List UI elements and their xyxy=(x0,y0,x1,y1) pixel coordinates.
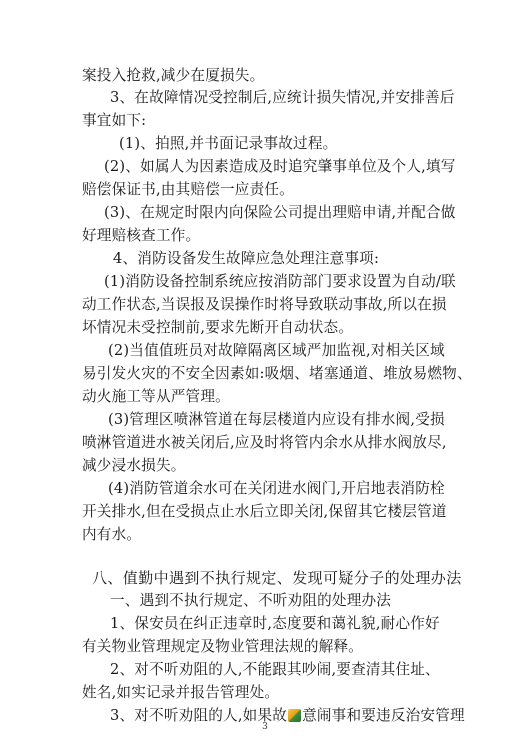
paragraph-line: 内有水。 xyxy=(82,526,142,543)
paragraph-line: 好理赔核查工作。 xyxy=(82,227,201,244)
paragraph-line: 坏情况未受控制前,要求先断开自动状态。 xyxy=(82,319,354,336)
paragraph-line: (4)消防管道余水可在关闭进水阀门,开启地表消防栓 xyxy=(108,480,445,497)
paragraph-line: 有关物业管理规定及物业管理法规的解释。 xyxy=(82,638,364,655)
paragraph-line-end: 意闹事和要违反治安管理 xyxy=(302,707,465,724)
paragraph-line: 动工作状态,当误报及误操作时将导致联动事故,所以在损 xyxy=(82,296,447,313)
paragraph-line: 动火施工等从严管理。 xyxy=(82,388,230,405)
paragraph-line: (1)消防设备控制系统应按消防部门要求设置为自动/联 xyxy=(104,273,456,290)
paragraph-line: 姓名,如实记录并报告管理处。 xyxy=(82,684,280,701)
paragraph-line: 2、对不听劝阻的人,不能跟其吵闹,要查清其住址、 xyxy=(110,661,440,678)
subsection-heading: 一、遇到不执行规定、不听劝阻的处理办法 xyxy=(110,592,392,609)
paragraph-line: 开关排水,但在受损点止水后立即关闭,保留其它楼层管道 xyxy=(82,503,447,520)
paragraph-line: 事宜如下: xyxy=(82,112,147,129)
paragraph-line: 易引发火灾的不安全因素如:吸烟、堵塞通道、堆放易燃物、 xyxy=(82,365,472,382)
page-number: 3 xyxy=(262,722,268,732)
paragraph-line: (2)、如属人为因素造成及时追究肇事单位及个人,填写 xyxy=(104,158,456,175)
paragraph-line: 3、在故障情况受控制后,应统计损失情况,并安排善后 xyxy=(110,89,455,106)
paragraph-line: (3)管理区喷淋管道在每层楼道内应设有排水阀,受损 xyxy=(108,411,445,428)
paragraph-line: 赔偿保证书,由其赔偿一应责任。 xyxy=(82,181,294,198)
paragraph-line: 喷淋管道进水被关闭后,应及时将管内余水从排水阀放尽, xyxy=(82,434,447,451)
paragraph-line: 案投入抢救,减少在厦损失。 xyxy=(82,67,265,84)
paragraph-line: 减少浸水损失。 xyxy=(82,457,186,474)
paragraph-line: 1、保安员在纠正违章时,态度要和蔼礼貌,耐心作好 xyxy=(110,615,440,632)
paragraph-line: 4、消防设备发生故障应急处理注意事项: xyxy=(113,250,380,267)
paragraph-line-start: 3、对不听劝阻的人,如果故 xyxy=(110,707,288,724)
paragraph-line: (1)、拍照,并书面记录事故过程。 xyxy=(119,135,338,152)
paragraph-line: (2)当值值班员对故障隔离区域严加监视,对相关区域 xyxy=(108,342,445,359)
stamp-icon xyxy=(288,709,301,722)
paragraph-line: (3)、在规定时限内向保险公司提出理赔申请,并配合做 xyxy=(104,204,456,221)
section-heading: 八、值勤中遇到不执行规定、发现可疑分子的处理办法 xyxy=(92,569,462,587)
